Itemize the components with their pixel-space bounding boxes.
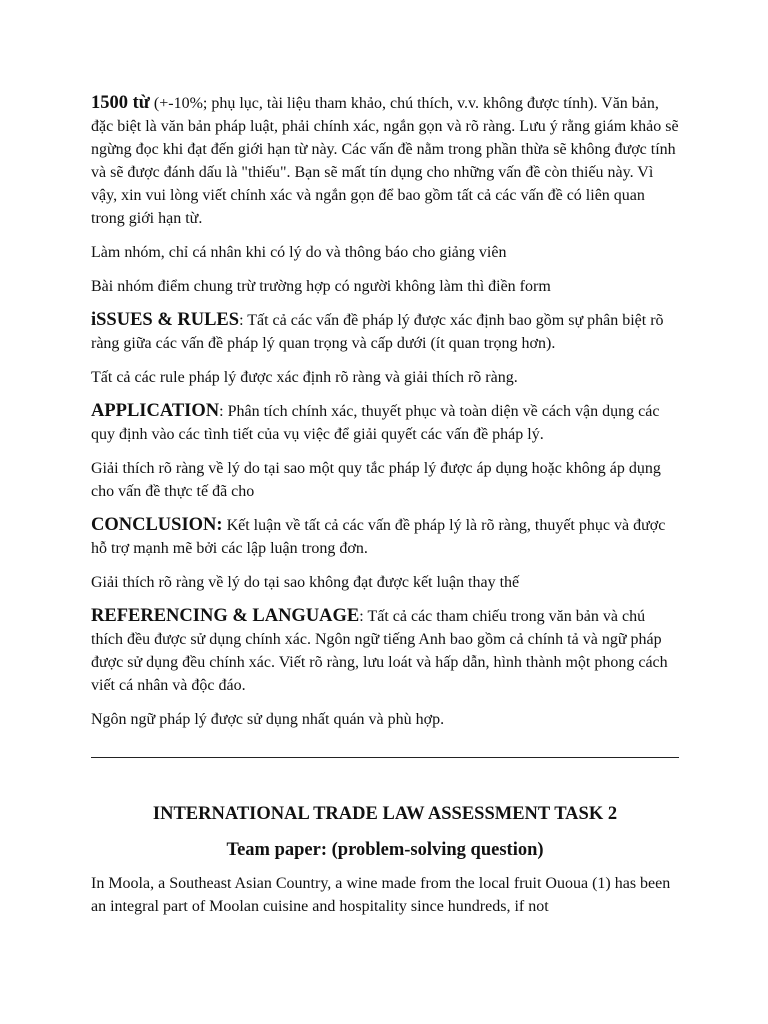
referencing-heading: REFERENCING & LANGUAGE	[91, 606, 360, 626]
application-note: Giải thích rõ ràng về lý do tại sao một quy tắc pháp lý được áp dụng hoặc không áp dụng cho vấn đề thực tế đã cho	[91, 460, 661, 500]
application-heading: APPLICATION	[91, 401, 220, 421]
section-divider	[91, 757, 679, 758]
application-paragraph	[91, 400, 679, 446]
issues-rules-paragraph	[91, 309, 679, 355]
conclusion-paragraph	[91, 514, 679, 560]
referencing-paragraph	[91, 605, 679, 697]
referencing-text: : Tất cả các tham chiếu trong văn bản và chú thích đều được sử dụng chính xác. Ngôn ngữ tiếng Anh bao gồm cả chính tả và ngữ pháp được sử dụng đều chính xác. Viết rõ ràng, lưu loát và hấp dẫn, hình thành một phong cách viết cá nhân và độc đáo.	[91, 608, 668, 694]
issues-rules-heading: iSSUES & RULES	[91, 310, 240, 330]
group-work-note: Làm nhóm, chỉ cá nhân khi có lý do và thông báo cho giảng viên	[91, 244, 507, 261]
problem-intro: In Moola, a Southeast Asian Country, a wine made from the local fruit Ououa (1) has been an integral part of Moolan cuisine and hospitality since hundreds, if not	[91, 875, 671, 915]
assessment-subtitle: Team paper: (problem-solving question)	[226, 840, 544, 860]
word-limit-paragraph	[91, 92, 679, 230]
issues-rules-text: : Tất cả các vấn đề pháp lý được xác định bao gồm sự phân biệt rõ ràng giữa các vấn đề pháp lý quan trọng và cấp dưới (ít quan trọng hơn).	[91, 312, 664, 352]
legal-language-note: Ngôn ngữ pháp lý được sử dụng nhất quán và phù hợp.	[91, 711, 445, 728]
conclusion-note: Giải thích rõ ràng về lý do tại sao không đạt được kết luận thay thế	[91, 574, 520, 591]
conclusion-heading: CONCLUSION:	[91, 515, 223, 535]
group-score-note: Bài nhóm điểm chung trừ trường hợp có người không làm thì điền form	[91, 278, 551, 295]
document-page	[91, 92, 679, 929]
conclusion-text: Kết luận về tất cả các vấn đề pháp lý là rõ ràng, thuyết phục và được hỗ trợ mạnh mẽ bởi các lập luận trong đơn.	[91, 517, 666, 557]
assessment-title: INTERNATIONAL TRADE LAW ASSESSMENT TASK 2	[152, 804, 618, 824]
rules-note: Tất cả các rule pháp lý được xác định rõ ràng và giải thích rõ ràng.	[91, 369, 518, 386]
word-limit-text: (+-10%; phụ lục, tài liệu tham khảo, chú thích, v.v. không được tính). Văn bản, đặc biệt là văn bản pháp luật, phải chính xác, ngắn gọn và rõ ràng. Lưu ý rằng giám khảo sẽ ngừng đọc khi đạt đến giới hạn từ này. Các vấn đề nằm trong phần thừa sẽ không được tính và sẽ được đánh dấu là "thiếu". Bạn sẽ mất tín dụng cho những vấn đề còn thiếu này. Vì vậy, xin vui lòng viết chính xác và ngắn gọn để bao gồm tất cả các vấn đề có liên quan trong giới hạn từ.	[91, 95, 679, 227]
application-text: : Phân tích chính xác, thuyết phục và toàn diện về cách vận dụng các quy định vào các tình tiết của vụ việc để giải quyết các vấn đề pháp lý.	[91, 403, 660, 443]
word-limit-heading: 1500 từ	[91, 93, 150, 113]
